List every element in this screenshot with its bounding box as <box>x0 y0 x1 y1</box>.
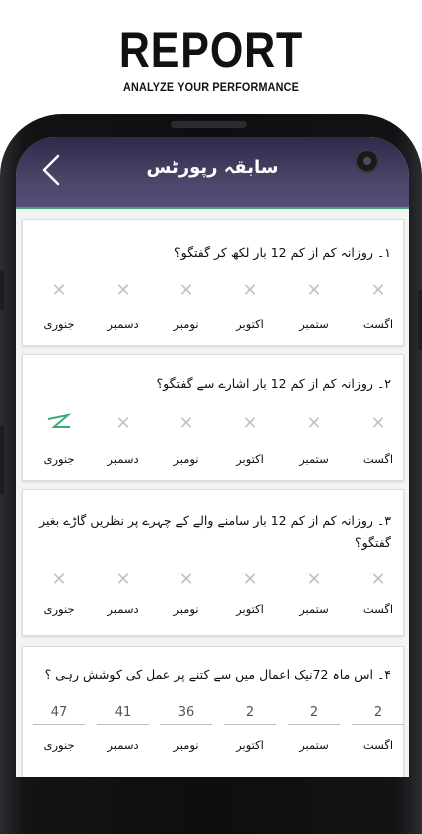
cross-icon: ✕ <box>178 280 194 301</box>
cross-icon: ✕ <box>370 569 386 590</box>
cross-icon: ✕ <box>242 413 258 434</box>
appbar-divider <box>16 207 409 209</box>
month-label: ستمبر <box>299 602 329 616</box>
month-value: 2 <box>352 704 404 725</box>
month-label: اکتوبر <box>236 602 264 616</box>
promo-subtitle: ANALYZE YOUR PERFORMANCE <box>123 80 299 94</box>
month-label: دسمبر <box>107 602 139 616</box>
month-value: 47 <box>33 704 85 725</box>
month-value: 2 <box>288 704 340 725</box>
cross-icon: ✕ <box>306 413 322 434</box>
marks-row <box>23 413 403 437</box>
months-row <box>23 452 403 470</box>
months-row <box>23 317 403 335</box>
month-label: نومبر <box>173 452 199 466</box>
cross-icon: ✕ <box>242 569 258 590</box>
cross-icon: ✕ <box>370 280 386 301</box>
phone-side-button <box>0 425 4 495</box>
marks-row <box>23 280 403 304</box>
cross-icon: ✕ <box>306 569 322 590</box>
cross-icon: ✕ <box>51 569 67 590</box>
month-label: جنوری <box>43 452 75 466</box>
month-value: 36 <box>160 704 212 725</box>
month-label: ستمبر <box>299 738 329 752</box>
question-text: ۳۔ روزانہ کم از کم 12 بار سامنے والے کے چہرے پر نظریں گاڑے بغیر گفتگو؟ <box>39 513 391 550</box>
month-label: نومبر <box>173 738 199 752</box>
question-text: ۲۔ روزانہ کم از کم 12 بار اشارے سے گفتگو؟ <box>156 376 391 391</box>
marks-row <box>23 569 403 593</box>
month-label: جنوری <box>43 602 75 616</box>
report-card <box>22 219 404 346</box>
question-text: ۴۔ اس ماہ 72نیک اعمال میں سے کتنے پر عمل کی کوشش رہی ؟ <box>44 667 391 682</box>
cross-icon: ✕ <box>115 413 131 434</box>
month-label: ستمبر <box>299 317 329 331</box>
report-card <box>22 354 404 481</box>
month-label: دسمبر <box>107 738 139 752</box>
month-label: اگست <box>362 738 394 752</box>
cross-icon: ✕ <box>115 569 131 590</box>
cross-icon: ✕ <box>115 280 131 301</box>
values-row <box>23 704 403 728</box>
check-icon <box>46 413 72 433</box>
month-label: دسمبر <box>107 452 139 466</box>
month-label: اکتوبر <box>236 317 264 331</box>
cross-icon: ✕ <box>370 413 386 434</box>
front-camera <box>357 151 377 171</box>
month-label: نومبر <box>173 317 199 331</box>
month-label: اگست <box>362 452 394 466</box>
month-label: اکتوبر <box>236 452 264 466</box>
app-bar <box>16 137 409 209</box>
phone-speaker <box>171 121 247 128</box>
cross-icon: ✕ <box>306 280 322 301</box>
report-card <box>22 489 404 636</box>
phone-side-button <box>0 270 4 310</box>
report-card <box>22 646 404 777</box>
month-label: اگست <box>362 317 394 331</box>
phone-side-button <box>418 290 422 350</box>
month-label: نومبر <box>173 602 199 616</box>
month-value: 41 <box>97 704 149 725</box>
cross-icon: ✕ <box>178 413 194 434</box>
month-value: 2 <box>224 704 276 725</box>
month-label: ستمبر <box>299 452 329 466</box>
month-label: اگست <box>362 602 394 616</box>
month-label: دسمبر <box>107 317 139 331</box>
month-label: جنوری <box>43 317 75 331</box>
page-title: سابقہ رپورٹس <box>146 157 279 178</box>
app-screen <box>16 137 409 777</box>
cross-icon: ✕ <box>242 280 258 301</box>
month-label: اکتوبر <box>236 738 264 752</box>
months-row <box>23 738 403 756</box>
promo-title: REPORT <box>118 22 304 78</box>
month-label: جنوری <box>43 738 75 752</box>
cross-icon: ✕ <box>178 569 194 590</box>
question-text: ۱۔ روزانہ کم از کم 12 بار لکھ کر گفتگو؟ <box>174 245 391 260</box>
cross-icon: ✕ <box>51 280 67 301</box>
months-row <box>23 602 403 620</box>
